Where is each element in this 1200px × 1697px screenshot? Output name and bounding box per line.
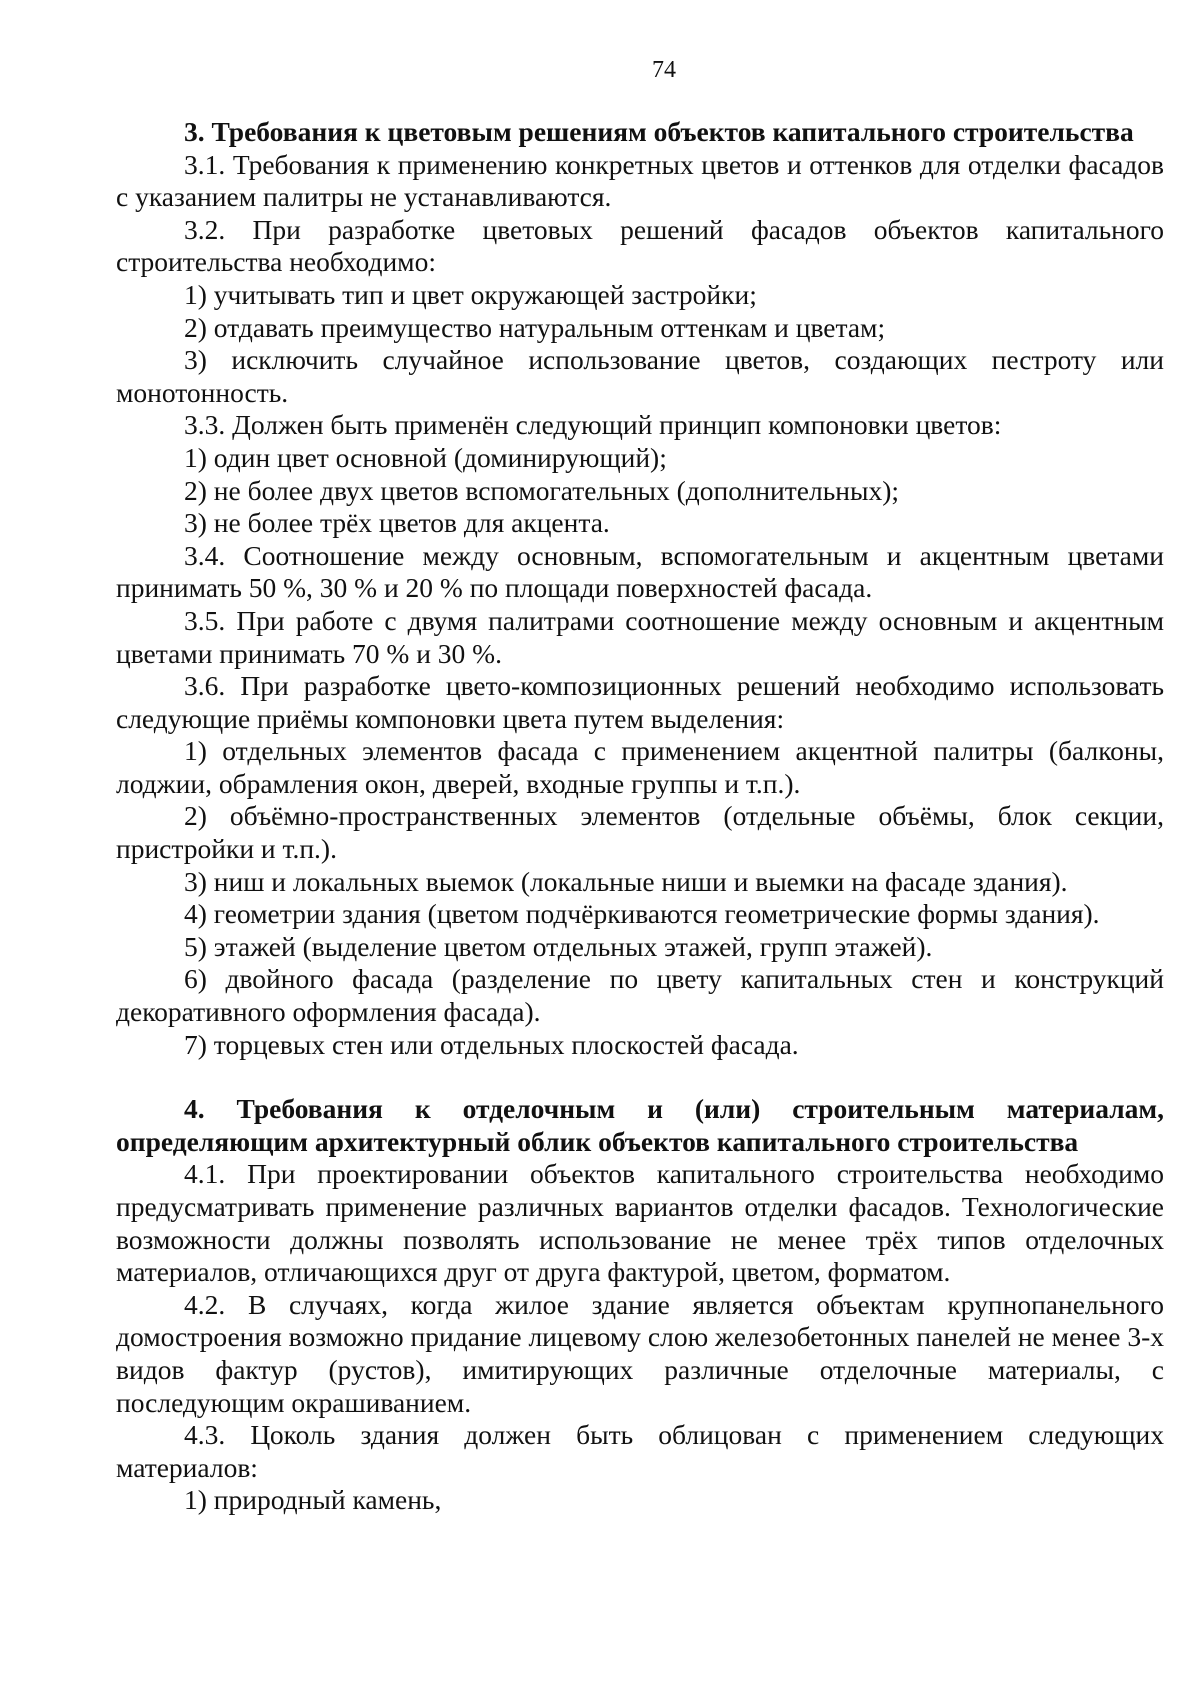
paragraph-3-2: 3.2. При разработке цветовых решений фасадов объектов капитального строительства необходимо: [116, 213, 1164, 278]
page-content [116, 116, 1164, 1517]
list-item-3-3-2: 2) не более двух цветов вспомогательных (дополнительных); [184, 474, 899, 506]
section-spacer [116, 1061, 1164, 1093]
list-item-3-6-2: 2) объёмно-пространственных элементов (отдельные объёмы, блок секции, пристройки и т.п.). [116, 800, 1164, 865]
page-number: 74 [652, 57, 676, 83]
list-item-3-6-3: 3) ниш и локальных выемок (локальные ниши и выемки на фасаде здания). [184, 865, 1068, 897]
section-4-heading: 4. Требования к отделочным и (или) строительным материалам, определяющим архитектурный облик объектов капитального строительства [116, 1093, 1164, 1157]
paragraph-3-5: 3.5. При работе с двумя палитрами соотношение между основным и акцентным цветами принимать 70 % и 30 %. [116, 604, 1164, 669]
list-item-3-6-1: 1) отдельных элементов фасада с применением акцентной палитры (балконы, лоджии, обрамления окон, дверей, входные группы и т.п.). [116, 735, 1164, 799]
paragraph-4-2: 4.2. В случаях, когда жилое здание является объектам крупнопанельного домостроения возможно придание лицевому слою железобетонных панелей не менее 3-х видов фактур (рустов), имитирующих различные отделочные материалы, с последующим окрашиванием. [116, 1288, 1164, 1418]
list-item-3-2-3: 3) исключить случайное использование цветов, создающих пестроту или монотонность. [116, 344, 1164, 408]
list-item-3-3-1: 1) один цвет основной (доминирующий); [184, 441, 667, 473]
list-item-4-3-1: 1) природный камень, [184, 1484, 442, 1516]
paragraph-4-1: 4.1. При проектировании объектов капитального строительства необходимо предусматривать применение различных вариантов отделки фасадов. Технологические возможности должны позволять использование не менее трёх типов отделочных материалов, отличающихся друг от друга фактурой, цветом, форматом. [116, 1158, 1164, 1288]
paragraph-4-3: 4.3. Цоколь здания должен быть облицован с применением следующих материалов: [116, 1419, 1164, 1483]
list-item-3-2-1: 1) учитывать тип и цвет окружающей застройки; [184, 278, 757, 310]
list-item-3-6-5: 5) этажей (выделение цветом отдельных этажей, групп этажей). [184, 930, 933, 962]
list-item-3-2-2: 2) отдавать преимущество натуральным оттенкам и цветам; [184, 311, 886, 343]
list-item-3-3-3: 3) не более трёх цветов для акцента. [184, 507, 610, 539]
list-item-3-6-4: 4) геометрии здания (цветом подчёркиваются геометрические формы здания). [184, 898, 1100, 930]
list-item-3-6-7: 7) торцевых стен или отдельных плоскостей фасада. [184, 1028, 799, 1060]
section-3-heading: 3. Требования к цветовым решениям объектов капитального строительства [184, 116, 1134, 147]
paragraph-3-6: 3.6. При разработке цвето-композиционных решений необходимо использовать следующие приёмы компоновки цвета путем выделения: [116, 670, 1164, 734]
paragraph-3-4: 3.4. Соотношение между основным, вспомогательным и акцентным цветами принимать 50 %, 30 % и 20 % по площади поверхностей фасада. [116, 539, 1164, 604]
paragraph-3-1: 3.1. Требования к применению конкретных цветов и оттенков для отделки фасадов с указанием палитры не устанавливаются. [116, 148, 1164, 213]
paragraph-3-3: 3.3. Должен быть применён следующий принцип компоновки цветов: [184, 409, 1002, 441]
list-item-3-6-6: 6) двойного фасада (разделение по цвету капитальных стен и конструкций декоративного оформления фасада). [116, 963, 1164, 1028]
